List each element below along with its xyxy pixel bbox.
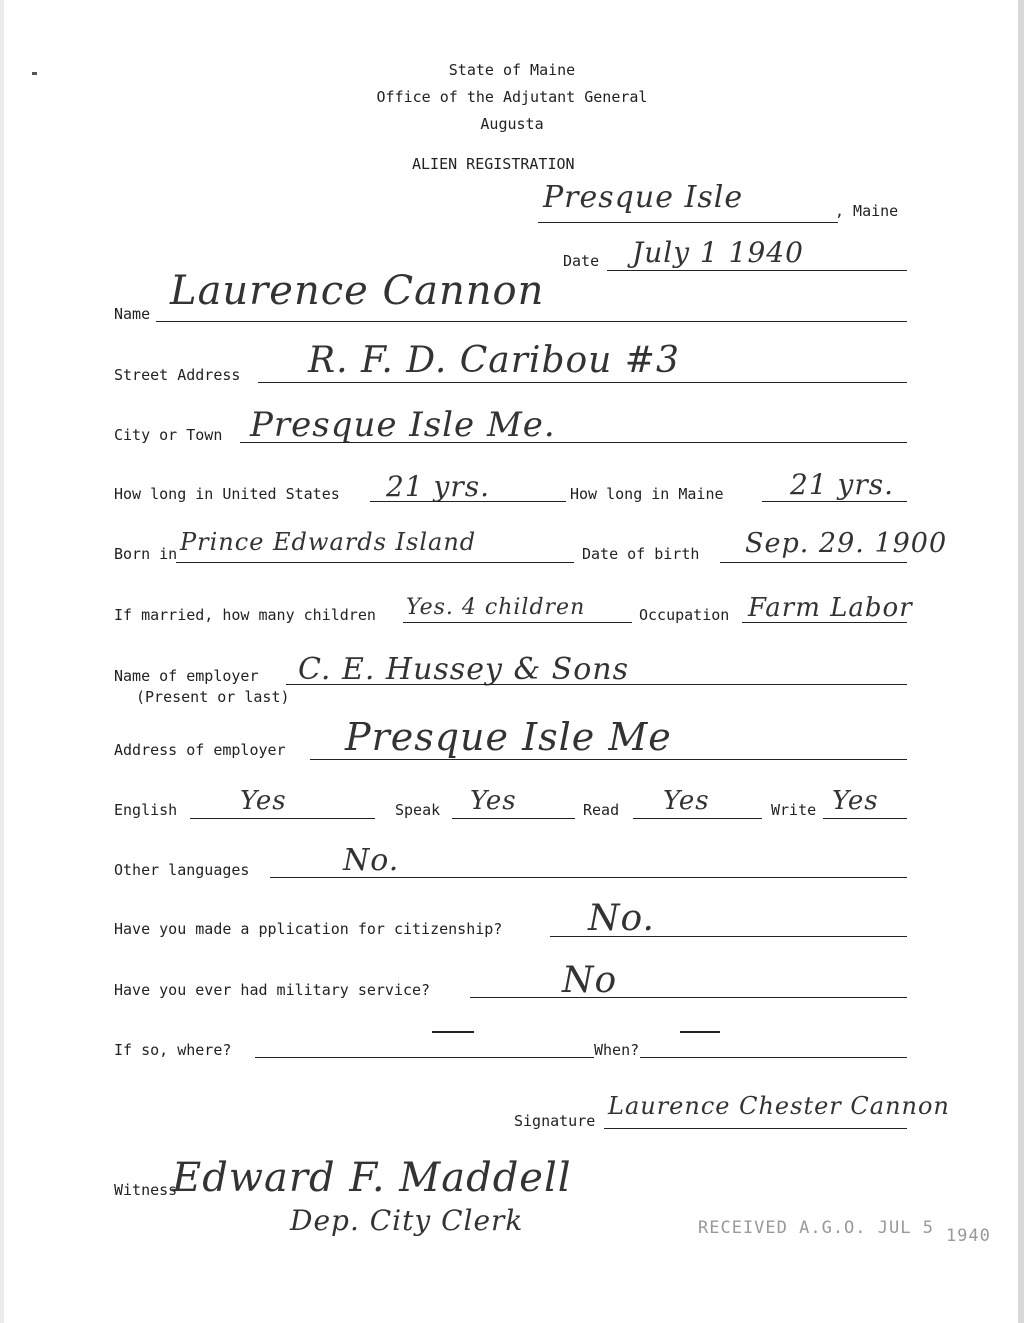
city-label: City or Town: [114, 426, 223, 444]
read-label: Read: [583, 801, 620, 819]
street-address-label: Street Address: [114, 366, 241, 384]
city-line: [240, 442, 907, 443]
location-value: Presque Isle: [543, 180, 744, 215]
other-languages-value: No.: [343, 843, 400, 878]
witness-value: Edward F. Maddell: [172, 1155, 572, 1201]
other-languages-line: [270, 877, 907, 878]
citizenship-line: [550, 936, 907, 937]
witness-title: Dep. City Clerk: [290, 1204, 524, 1237]
received-stamp: [698, 1218, 991, 1246]
birth-date-label: Date of birth: [582, 545, 700, 563]
header-city: Augusta: [480, 115, 544, 133]
received-stamp-year: 1940: [945, 1226, 991, 1246]
citizenship-label: Have you made a pplication for citizenship?: [114, 920, 503, 938]
children-line: [403, 622, 632, 623]
employer-sublabel: (Present or last): [136, 688, 290, 706]
street-address-line: [258, 382, 907, 383]
city-value: Presque Isle Me.: [250, 405, 556, 445]
military-value: No: [562, 960, 618, 1001]
children-label: If married, how many children: [114, 606, 376, 624]
speak-line: [452, 818, 575, 819]
birthplace-label: Born in: [114, 545, 178, 563]
received-stamp-text: RECEIVED A.G.O. JUL 5: [698, 1218, 934, 1238]
military-label: Have you ever had military service?: [114, 981, 431, 999]
header-office: Office of the Adjutant General: [376, 88, 648, 106]
english-value: Yes: [240, 786, 287, 816]
speak-value: Yes: [470, 786, 517, 816]
occupation-label: Occupation: [639, 606, 730, 624]
birthplace-line: [176, 562, 574, 563]
signature-value: Laurence Chester Cannon: [608, 1092, 950, 1120]
header-state: State of Maine: [448, 61, 576, 79]
when-dash-mark: [680, 1031, 720, 1033]
signature-line: [604, 1128, 907, 1129]
read-line: [633, 818, 762, 819]
scan-edge-right: [1018, 0, 1024, 1323]
birth-date-line: [720, 562, 907, 563]
write-line: [823, 818, 907, 819]
military-line: [470, 997, 907, 998]
employer-value: C. E. Hussey & Sons: [298, 652, 630, 687]
name-label: Name: [114, 305, 151, 323]
us-duration-line: [370, 501, 566, 502]
when-label: When?: [594, 1041, 640, 1059]
birth-date-value: Sep. 29. 1900: [745, 528, 948, 559]
employer-address-line: [310, 759, 907, 760]
where-line: [255, 1057, 594, 1058]
date-label: Date: [563, 252, 600, 270]
witness-label: Witness: [114, 1181, 178, 1199]
write-label: Write: [771, 801, 817, 819]
form-title: ALIEN REGISTRATION: [412, 155, 575, 173]
citizenship-value: No.: [588, 898, 655, 939]
street-address-value: R. F. D. Caribou #3: [308, 340, 680, 381]
employer-line: [286, 684, 907, 685]
us-duration-label: How long in United States: [114, 485, 340, 503]
employer-label: Name of employer: [114, 667, 259, 685]
english-line: [190, 818, 375, 819]
location-line: [538, 222, 838, 223]
scan-edge-left: [0, 0, 4, 1323]
maine-duration-label: How long in Maine: [570, 485, 724, 503]
us-duration-value: 21 yrs.: [386, 470, 491, 503]
name-line: [156, 321, 907, 322]
where-dash-mark: [432, 1031, 474, 1033]
write-value: Yes: [832, 786, 879, 816]
birthplace-value: Prince Edwards Island: [180, 528, 477, 556]
employer-address-value: Presque Isle Me: [345, 715, 672, 759]
english-label: English: [114, 801, 178, 819]
when-line: [640, 1057, 907, 1058]
maine-duration-value: 21 yrs.: [790, 468, 895, 501]
other-languages-label: Other languages: [114, 861, 250, 879]
signature-label: Signature: [514, 1112, 596, 1130]
location-suffix: , Maine: [835, 202, 899, 220]
maine-duration-line: [762, 501, 907, 502]
children-value: Yes. 4 children: [406, 595, 586, 620]
read-value: Yes: [663, 786, 710, 816]
where-label: If so, where?: [114, 1041, 232, 1059]
date-value: July 1 1940: [632, 236, 804, 269]
date-line: [607, 270, 907, 271]
name-value: Laurence Cannon: [170, 268, 545, 314]
speak-label: Speak: [395, 801, 441, 819]
employer-address-label: Address of employer: [114, 741, 286, 759]
occupation-line: [742, 622, 907, 623]
occupation-value: Farm Labor: [748, 593, 913, 623]
